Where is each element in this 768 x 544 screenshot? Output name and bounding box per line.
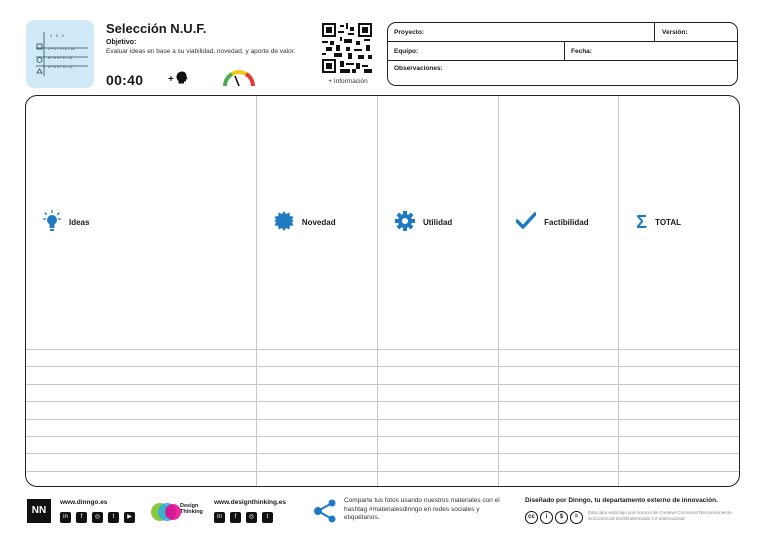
column-label: Factibilidad — [544, 217, 589, 227]
sigma-icon: Σ — [636, 212, 648, 233]
lightbulb-icon — [43, 210, 61, 234]
table-row — [26, 367, 739, 384]
license-text: Esta obra está bajo una licencia de Creative Commons Reconocimiento-NoComercial-SinObraDerivada 4.0 Internacional. — [588, 510, 733, 521]
qr-code[interactable] — [322, 23, 372, 73]
nd-icon: = — [570, 511, 583, 524]
table-cell[interactable] — [499, 419, 619, 436]
cc-license-badge[interactable] — [525, 511, 583, 524]
table-cell[interactable] — [377, 402, 498, 419]
table-cell[interactable] — [26, 454, 256, 471]
version-label: Versión: — [662, 29, 688, 36]
designed-by: Diseñado por Dinngo, tu departamento externo de innovación. — [525, 497, 718, 504]
design-thinking-wordmark — [180, 503, 203, 515]
column-header-factibilidad — [499, 96, 619, 349]
column-label: Utilidad — [422, 217, 453, 227]
linkedin-icon[interactable]: in — [214, 512, 225, 523]
table-cell[interactable] — [377, 436, 498, 453]
table-cell[interactable] — [377, 367, 498, 384]
column-header-utilidad — [377, 96, 498, 349]
table-cell[interactable] — [26, 402, 256, 419]
project-info-box — [387, 22, 738, 86]
table-cell[interactable] — [377, 419, 498, 436]
designthinking-url[interactable]: www.designthinking.es — [214, 499, 286, 506]
table-cell[interactable] — [499, 454, 619, 471]
column-label: Novedad — [301, 217, 336, 227]
column-label: TOTAL — [655, 217, 682, 227]
badge-icon — [274, 211, 294, 233]
observations-label: Observaciones: — [394, 65, 443, 72]
linkedin-icon[interactable]: in — [60, 512, 71, 523]
divider — [388, 41, 737, 42]
table-cell[interactable] — [499, 402, 619, 419]
checkmark-icon — [516, 212, 536, 232]
table-cell[interactable] — [256, 419, 377, 436]
twitter-icon[interactable]: t — [108, 512, 119, 523]
team-label: Equipo: — [394, 48, 419, 55]
svg-text:3 5 3: 3 5 3 — [50, 34, 64, 38]
table-cell[interactable] — [499, 349, 619, 366]
table-row — [26, 471, 739, 486]
instagram-icon[interactable]: ◎ — [92, 512, 103, 523]
column-header-novedad — [256, 96, 377, 349]
nc-icon: $ — [555, 511, 568, 524]
template-logo — [26, 20, 94, 88]
divider — [564, 41, 565, 60]
table-cell[interactable] — [619, 436, 739, 453]
table-row — [26, 349, 739, 366]
dinngo-social-links — [60, 512, 135, 523]
table-cell[interactable] — [26, 436, 256, 453]
designthinking-social-links — [214, 512, 273, 523]
table-cell[interactable] — [26, 471, 256, 486]
divider — [388, 60, 737, 61]
table-cell[interactable] — [619, 454, 739, 471]
svg-text:8 + 4 5 + 8 = 21: 8 + 4 5 + 8 = 21 — [48, 56, 73, 60]
timer: 00:40 — [106, 72, 144, 88]
column-header-total — [619, 96, 739, 349]
dt-logo-line: Thinking — [180, 509, 203, 515]
table-cell[interactable] — [256, 454, 377, 471]
table-cell[interactable] — [499, 367, 619, 384]
table-cell[interactable] — [619, 384, 739, 401]
column-header-ideas — [26, 96, 256, 349]
table-cell[interactable] — [26, 367, 256, 384]
svg-text:4 + 4 5 + 3 = 12: 4 + 4 5 + 3 = 12 — [48, 65, 73, 69]
table-cell[interactable] — [377, 471, 498, 486]
dinngo-logo: NN — [27, 499, 51, 523]
table-cell[interactable] — [499, 384, 619, 401]
table-row — [26, 436, 739, 453]
table-cell[interactable] — [619, 471, 739, 486]
table-cell[interactable] — [619, 349, 739, 366]
gear-icon — [395, 211, 415, 233]
table-cell[interactable] — [256, 471, 377, 486]
date-label: Fecha: — [571, 48, 592, 55]
cc-icon: cc — [525, 511, 538, 524]
instagram-icon[interactable]: ◎ — [246, 512, 257, 523]
objective-text: Evaluar ideas en base a su viabilidad, novedad, y aporte de valor. — [106, 48, 296, 55]
table-cell[interactable] — [256, 402, 377, 419]
table-row — [26, 419, 739, 436]
gauge-icon — [222, 70, 256, 93]
facebook-icon[interactable]: f — [76, 512, 87, 523]
table-cell[interactable] — [256, 436, 377, 453]
table-cell[interactable] — [499, 471, 619, 486]
design-thinking-logo — [151, 501, 181, 528]
table-cell[interactable] — [26, 349, 256, 366]
table-header-row — [26, 96, 739, 349]
head-idea-icon — [176, 71, 188, 87]
dinngo-url[interactable]: www.dinngo.es — [60, 499, 108, 506]
table-cell[interactable] — [377, 384, 498, 401]
share-icon — [313, 499, 337, 528]
table-cell[interactable] — [256, 349, 377, 366]
page-title: Selección N.U.F. — [106, 21, 207, 36]
table-row — [26, 402, 739, 419]
table-cell[interactable] — [256, 367, 377, 384]
table-cell[interactable] — [256, 384, 377, 401]
objective-label: Objetivo: — [106, 39, 137, 46]
add-idea-indicator — [168, 71, 188, 87]
table-row — [26, 454, 739, 471]
column-label: Ideas — [69, 217, 90, 227]
dt-logo-line: Design — [180, 503, 199, 509]
share-text: Comparte tus fotos usando nuestros materiales con el hashtag #materialesdinngo en redes sociales y etiquétanos. — [344, 497, 500, 521]
more-info-link[interactable]: + Información — [328, 78, 368, 85]
table-cell[interactable] — [26, 419, 256, 436]
table-cell[interactable] — [619, 367, 739, 384]
table-cell[interactable] — [377, 454, 498, 471]
youtube-icon[interactable]: ▶ — [124, 512, 135, 523]
table-cell[interactable] — [377, 349, 498, 366]
twitter-icon[interactable]: t — [262, 512, 273, 523]
svg-text:1 + 4 7 + 10 = 18: 1 + 4 7 + 10 = 18 — [48, 47, 75, 51]
plus-label: + — [168, 73, 174, 85]
by-icon: i — [540, 511, 553, 524]
table-cell[interactable] — [619, 419, 739, 436]
table-cell[interactable] — [499, 436, 619, 453]
table-row — [26, 384, 739, 401]
divider — [654, 23, 655, 41]
project-label: Proyecto: — [394, 29, 424, 36]
table-cell[interactable] — [26, 384, 256, 401]
table-cell[interactable] — [619, 402, 739, 419]
facebook-icon[interactable]: f — [230, 512, 241, 523]
evaluation-table — [25, 95, 740, 487]
